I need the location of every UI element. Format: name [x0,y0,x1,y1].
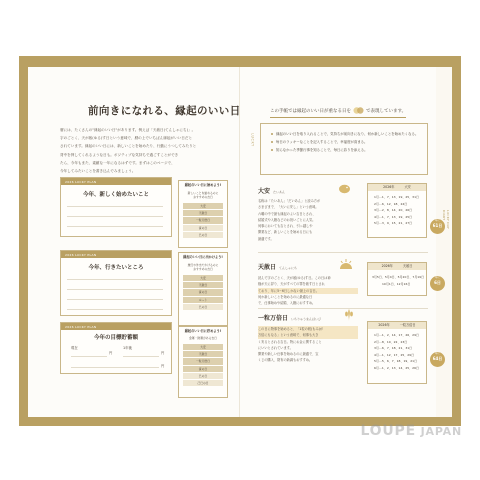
lucky-day-row: 大安 [183,344,223,350]
card-tag: 2026 LUCKY PLAN [65,252,97,257]
rice-grain-icon [343,308,355,322]
side-card-title: 縁起のいい日に出かけよう! [183,255,223,259]
loupe-watermark [360,423,462,439]
card-title: 今年、行きたいところ [88,265,144,271]
lucky-benefits-box [260,123,428,175]
amount-line[interactable] [123,356,159,357]
day-reading: いちりゅうまんばいび [291,317,322,321]
section-divider [258,252,428,253]
lucky-day-list [179,344,227,387]
intro-text [60,126,228,175]
date-row: 1月…1、2、14、17、26、29日 [374,333,419,337]
date-row: 5月…5、6、7、18、19、21日 [374,359,418,363]
date-row: 4月…1、7、13、19、25日 [374,214,413,219]
count-badge [430,276,445,291]
year-kind: 天赦日 [402,264,413,268]
badge-prefix: 年に [435,276,440,279]
date-row: 3月…6、7、18、21、31日 [374,346,413,350]
center-spine [239,67,240,417]
desc-line: 何か新しいことを始めるのに最適な日 [258,294,313,299]
lucky-day-row: 寅の日 [183,366,223,372]
desc-line: 六曜の中で最も縁起のよい吉日とされ、 [258,211,316,216]
intro-line: 暦には、たくさんの"縁起のいい日"があります。例えば「天赦日(てんしゃにち)」。 [60,128,196,132]
card-tag: 2026 LUCKY PLAN [65,179,97,184]
savings-label-year: 1年後 [123,346,132,350]
side-card-subtitle: 新しいことを始めるのに おすすめの吉日 [187,191,219,200]
callout-text-end: で表現しています。 [366,109,407,114]
day-title-tensha [258,262,297,271]
year-dates-taian [367,183,427,238]
lucky-day-row: 天赦日 [183,282,223,288]
overlap-mark-icon [353,106,364,115]
year-label: 2026年 [383,185,395,189]
year-label: 2026年 [381,264,393,268]
amount-line[interactable] [71,356,107,357]
desc-line: くじの購入、財布の新調もおすすめ。 [258,358,313,363]
date-row: 4月…1、12、17、25、29日 [374,352,415,357]
lucky-day-row: 天赦日 [183,210,223,216]
card-header [61,251,171,258]
lucky-day-row: 天赦日 [183,351,223,357]
day-name: 一粒万倍日 [258,315,289,322]
desc-line-highlight: この日に物事を始めると、「1粒の籾(もみ)が [258,326,358,332]
year-header [368,263,426,270]
lucky-day-row: 一粒万倍日 [183,217,223,223]
date-row: 5月…3、9、15、21、27日 [374,221,413,225]
writing-line [67,289,163,290]
writing-line [67,279,163,280]
year-header [368,184,426,191]
year-dates-tensha [367,262,427,296]
date-row: 3月…2、8、14、20、26日 [374,208,413,212]
lucky-day-row: 巳の日 [183,232,223,238]
watermark-main: LOUPE [360,423,416,439]
plan-card-places[interactable] [60,250,172,316]
desc-line: く実るとされる吉日。特にお金に関すること [258,339,322,344]
savings-unit: 円 [109,351,113,355]
lucky-day-row: 寅の日 [183,225,223,231]
intro-line: 字のごとく、天が赦(ゆる)す日という意味で、暦の上でいちばん縁起がいい日だと [60,136,193,141]
lucky-day-row: 寅の日 [183,289,223,295]
desc-line: 開業など、新しいことを始める日にも [258,230,313,235]
amount-line[interactable] [71,367,159,368]
desc-line-highlight: 万倍にもなる」という意味で、何事も大き [258,332,358,338]
edge-label: LUCKY DAY DIARY [442,210,450,230]
year-kind: 大安 [404,185,411,189]
card-title: 今年、新しく始めたいこと [82,192,149,198]
writing-line [67,309,163,310]
desc-line: さまざまで、「大いに安し」という意味。 [258,205,319,210]
date-row: 2月…6、12、18、24日 [374,201,408,206]
desc-line-highlight: ており、年に5~6日しかない最上の吉日。 [258,288,358,294]
plan-card-new-things[interactable] [60,177,172,237]
side-card-subtitle: 旅行や外出でかけるのに おすすめの吉日 [187,263,219,272]
badge-prefix: 年に [435,352,440,355]
desc-line: 結婚式や入籍などのお祝いごとに人気。 [258,217,316,222]
side-card-subtitle: 金運・財運がある吉日 [189,336,217,340]
savings-unit: 円 [161,364,165,368]
card-header [61,323,171,330]
desc-line: 名称は「たいあん」「だいあん」と読み方が [258,199,321,203]
lucky-day-card-start [178,180,228,248]
benefit-list [261,124,427,155]
badge-count: 64日 [432,356,443,361]
desc-line: にいいとされています。 [258,345,293,350]
day-description [258,275,358,306]
day-name: 大安 [258,188,271,195]
writing-line [67,299,163,300]
day-description [258,198,358,242]
side-card-title: 縁起のいい日に始めよう! [184,183,222,187]
day-description [258,326,358,364]
lucky-day-row: 巳の日 [183,304,223,310]
date-row: 2月…8、10、22、23日 [374,339,408,344]
watermark-sub: JAPAN [420,425,462,438]
year-label: 2026年 [378,323,390,327]
page-heading: 前向きになれる、縁起のいい日 [88,105,241,117]
year-dates-ichiryu [367,321,427,384]
desc-line: 最適です。 [258,236,274,241]
count-badge [430,352,445,367]
desc-line: 様が天に昇り、天がすべての罪を赦す日とされ [258,282,325,287]
lucky-day-row: 大安 [183,203,223,209]
lucky-day-list [179,275,227,311]
date-row: 6月…1、2、13、14、25、26日 [374,365,419,370]
card-tag: 2026 LUCKY PLAN [65,324,97,329]
day-name: 天赦日 [258,264,277,271]
sunrise-icon [338,258,354,270]
intro-line: たら、今年もまた、素敵な一年になるはずです。まずはこのページで、 [60,160,175,165]
benefit-item: 毎日のラッキーなことを記入することで、幸福度が高まる。 [271,138,427,146]
lucky-day-row: 大安 [183,275,223,281]
desc-line: 読んで字のごとく、天が赦(ゆる)す日。この日は神 [258,276,331,280]
card-title: 今年の目標貯蓄額 [93,335,138,341]
side-card-title: 縁起のいい日に貯めよう! [184,329,222,333]
badge-count: 61日 [432,223,443,228]
benefit-item: 縁起のいい日を取り入れることで、気持ちが前向きになり、何か新しいことを始めたくなる。 [271,130,427,138]
desc-line: 開業や新しい仕事を始めるのに最適で、宝 [258,352,319,357]
callout-text: この手帳では縁起のいい日が重なる日を [270,109,351,114]
day-title-ichiryu [258,313,321,322]
lucky-day-card-savings [178,326,228,398]
legend-callout [270,106,406,118]
day-reading: てんしゃにち [279,266,298,270]
writing-line [67,206,163,207]
lucky-day-row: ルート [183,297,223,303]
plan-card-savings[interactable] [60,322,172,374]
card-header [61,178,171,185]
savings-label-now: 現在 [71,346,78,350]
year-kind: 一粒万倍日 [399,323,416,327]
benefit-item: 知らなかった季節行事を知ることで、毎日に彩りを添える。 [271,146,427,154]
lucky-side-label: LUCKY [250,133,255,147]
bird-icon [338,183,351,194]
badge-count: 6日 [434,280,441,285]
lucky-day-card-outing [178,252,228,326]
date-row: 3月5日、5月4日、5月20日、7月19日 [372,275,425,279]
badge-prefix: 年に [435,219,440,222]
count-badge [430,219,445,234]
desc-line: で、仕事始めや結婚、入籍におすすめ。 [258,301,316,306]
intro-line: されています。縁起のいい日には、新しいことを始めたり、行動にうつしてみたりと [60,144,197,149]
desc-line: 何事においても吉とされ、引っ越しや [258,224,313,229]
intro-line: 背中を押してくれるような日も。ポジティブな気持ちで過ごすことができ [60,152,179,157]
date-row: 1月…1、7、13、19、25、31日 [374,195,419,199]
day-reading: たいあん [273,190,286,194]
lucky-day-list [179,203,227,239]
writing-line [67,226,163,227]
lucky-day-row: 一粒万倍日 [183,358,223,364]
writing-line [67,216,163,217]
day-title-taian [258,186,285,195]
year-header [368,322,426,329]
intro-line: 今年してみたいことを書き込んでみましょう。 [60,169,136,174]
lucky-day-row: 巳の日 [183,373,223,379]
lucky-day-row: 己巳の日 [183,380,223,386]
date-row: 10月1日、12月16日 [382,281,411,286]
savings-unit: 円 [161,351,165,355]
